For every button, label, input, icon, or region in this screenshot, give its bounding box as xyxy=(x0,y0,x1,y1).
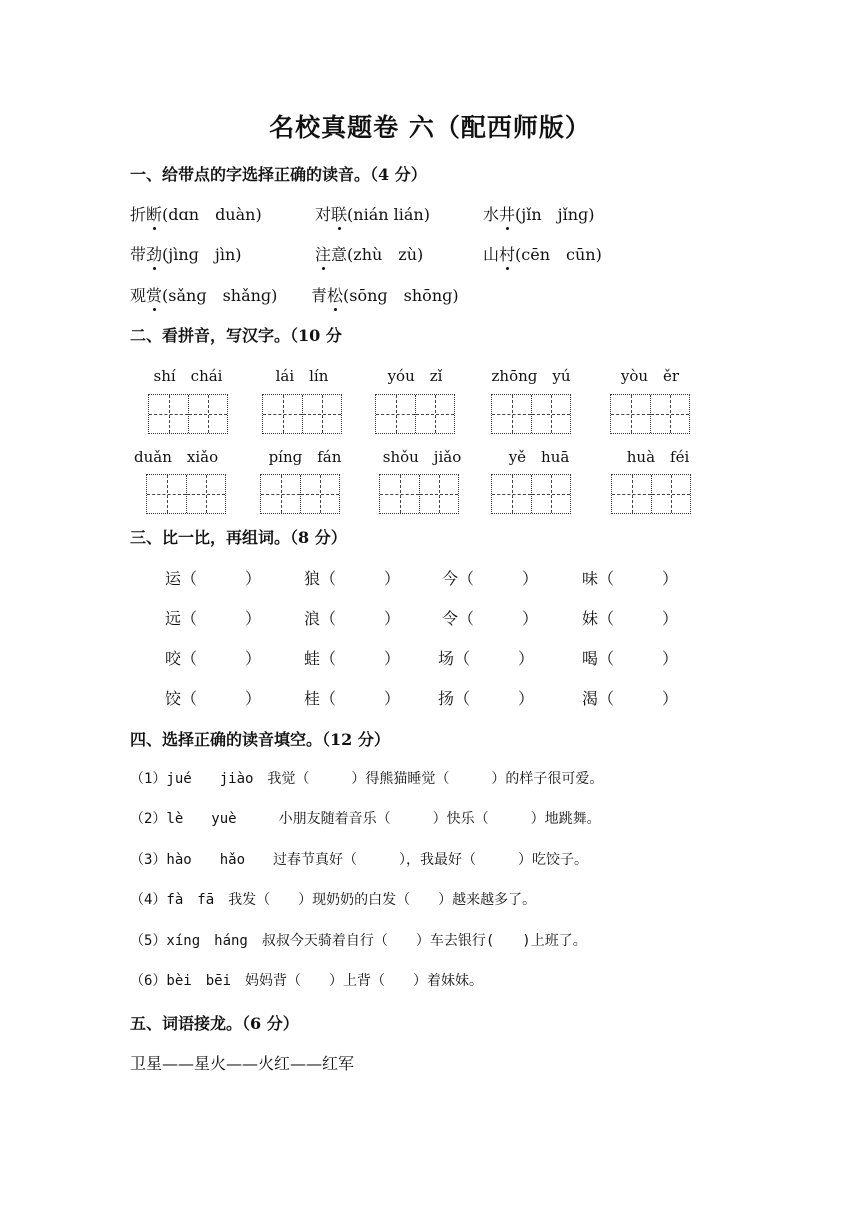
word-blank[interactable]: 桂（ ） xyxy=(304,689,401,708)
word-blank[interactable]: 场（ ） xyxy=(438,649,535,668)
writing-grid[interactable] xyxy=(148,394,228,434)
word-blank[interactable]: 令（ ） xyxy=(442,609,539,628)
fill-pinyin-line-6[interactable]: （6）bèi bēi 妈妈背（ ）上背（ ）着妹妹。 xyxy=(130,973,483,989)
writing-grid[interactable] xyxy=(146,474,226,514)
pinyin-choice-item: 青松(sōnɡ shōnɡ) xyxy=(311,283,459,306)
pinyin-choice-item: 观赏(sǎnɡ shǎnɡ) xyxy=(130,283,277,306)
fill-pinyin-line-1[interactable]: （1）jué jiào 我觉（ ）得熊猫睡觉（ ）的样子很可爱。 xyxy=(130,771,604,787)
section-1-heading: 一、给带点的字选择正确的读音。（4 分） xyxy=(130,165,427,184)
word-blank[interactable]: 狼（ ） xyxy=(304,569,401,588)
section-5-heading: 五、词语接龙。（6 分） xyxy=(130,1014,299,1033)
word-blank[interactable]: 味（ ） xyxy=(582,569,679,588)
pinyin-label: zhōnɡ yú xyxy=(491,367,571,385)
word-blank[interactable]: 咬（ ） xyxy=(165,649,262,668)
pinyin-choice-item: 注意(zhù zù) xyxy=(315,242,423,265)
pinyin-label: lái lín xyxy=(275,367,329,385)
pinyin-label: yòu ěr xyxy=(620,367,680,385)
writing-grid[interactable] xyxy=(375,394,455,434)
pinyin-label: duǎn xiǎo xyxy=(134,448,219,466)
word-blank[interactable]: 蛙（ ） xyxy=(304,649,401,668)
word-blank[interactable]: 浪（ ） xyxy=(304,609,401,628)
writing-grid[interactable] xyxy=(262,394,342,434)
page-title: 名校真题卷 六（配西师版） xyxy=(269,113,591,142)
writing-grid[interactable] xyxy=(260,474,340,514)
word-blank[interactable]: 今（ ） xyxy=(442,569,539,588)
pinyin-choice-item: 山村(cēn cūn) xyxy=(483,242,602,265)
word-blank[interactable]: 运（ ） xyxy=(165,569,262,588)
pinyin-label: yě huā xyxy=(508,448,570,466)
writing-grid[interactable] xyxy=(611,474,691,514)
pinyin-choice-item: 水井(jǐn jǐnɡ) xyxy=(483,202,595,225)
section-2-heading: 二、看拼音，写汉字。（10 分 xyxy=(130,326,342,345)
word-blank[interactable]: 妹（ ） xyxy=(582,609,679,628)
fill-pinyin-line-3[interactable]: （3）hào hǎo 过春节真好（ ），我最好（ ）吃饺子。 xyxy=(130,852,588,868)
fill-pinyin-line-2[interactable]: （2）lè yuè 小朋友随着音乐（ ）快乐（ ）地跳舞。 xyxy=(130,811,601,827)
word-blank[interactable]: 喝（ ） xyxy=(582,649,679,668)
writing-grid[interactable] xyxy=(491,474,571,514)
section-3-heading: 三、比一比，再组词。（8 分） xyxy=(130,528,347,547)
pinyin-label: pínɡ fán xyxy=(268,448,342,466)
word-chain: 卫星——星火——火红——红军 xyxy=(130,1054,355,1073)
word-blank[interactable]: 远（ ） xyxy=(165,609,262,628)
writing-grid[interactable] xyxy=(610,394,690,434)
writing-grid[interactable] xyxy=(379,474,459,514)
pinyin-label: huà féi xyxy=(626,448,690,466)
pinyin-choice-item: 对联(nián lián) xyxy=(315,202,430,225)
pinyin-label: yóu zǐ xyxy=(387,367,443,385)
word-blank[interactable]: 扬（ ） xyxy=(438,689,535,708)
pinyin-label: shǒu jiǎo xyxy=(382,448,462,466)
pinyin-choice-item: 折断(dɑn duàn) xyxy=(130,202,262,225)
fill-pinyin-line-5[interactable]: （5）xíng háng 叔叔今天骑着自行（ ）车去银行( )上班了。 xyxy=(130,933,587,949)
section-4-heading: 四、选择正确的读音填空。（12 分） xyxy=(130,730,390,749)
word-blank[interactable]: 渴（ ） xyxy=(582,689,679,708)
pinyin-choice-item: 带劲(jìnɡ jìn) xyxy=(130,242,242,265)
fill-pinyin-line-4[interactable]: （4）fà fā 我发（ ）现奶奶的白发（ ）越来越多了。 xyxy=(130,892,537,908)
writing-grid[interactable] xyxy=(491,394,571,434)
pinyin-label: shí chái xyxy=(153,367,223,385)
word-blank[interactable]: 饺（ ） xyxy=(165,689,262,708)
